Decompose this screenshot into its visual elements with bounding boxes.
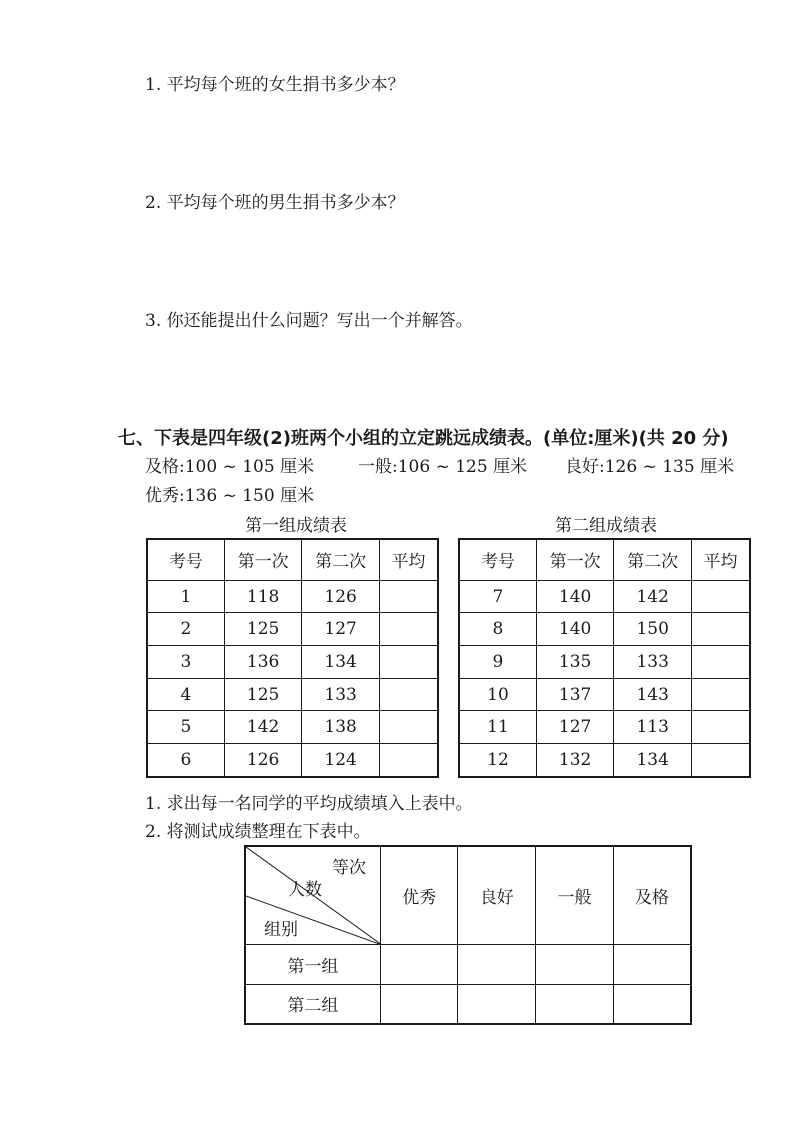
table1-cell: 133 — [302, 678, 380, 711]
table2-average-cell[interactable] — [691, 580, 750, 613]
table3-input-cell[interactable] — [613, 984, 691, 1024]
table2-cell: 140 — [536, 580, 614, 613]
table2-header: 考号 — [459, 539, 536, 580]
table1-cell: 126 — [302, 580, 380, 613]
table2-cell: 127 — [536, 711, 614, 744]
table-row — [459, 678, 750, 711]
table3-input-cell[interactable] — [536, 944, 614, 984]
table1-average-cell[interactable] — [379, 678, 438, 711]
table3-input-cell[interactable] — [458, 984, 536, 1024]
table-row — [459, 613, 750, 646]
table3-corner-cell — [245, 846, 380, 944]
table1-cell: 138 — [302, 711, 380, 744]
table3-row-label: 第二组 — [245, 984, 380, 1024]
table-row — [147, 613, 438, 646]
table1-header: 平均 — [379, 539, 438, 580]
table3-header: 良好 — [458, 846, 536, 944]
table-row — [147, 711, 438, 744]
table1-cell: 3 — [147, 646, 224, 679]
table2-average-cell[interactable] — [691, 744, 750, 778]
table1-average-cell[interactable] — [379, 580, 438, 613]
table3-input-cell[interactable] — [613, 944, 691, 984]
table2-cell: 113 — [614, 711, 692, 744]
table3-input-cell[interactable] — [380, 944, 458, 984]
table1-average-cell[interactable] — [379, 646, 438, 679]
table2-caption: 第二组成绩表 — [555, 516, 657, 536]
table2-cell: 11 — [459, 711, 536, 744]
table1-cell: 127 — [302, 613, 380, 646]
table1-cell: 118 — [224, 580, 302, 613]
table-row — [147, 646, 438, 679]
corner-label-group: 组别 — [264, 920, 298, 940]
table1-average-cell[interactable] — [379, 613, 438, 646]
table1-cell: 2 — [147, 613, 224, 646]
table3-input-cell[interactable] — [380, 984, 458, 1024]
table1-cell: 4 — [147, 678, 224, 711]
table2-cell: 10 — [459, 678, 536, 711]
grade-good: 良好:126 ~ 135 厘米 — [565, 457, 735, 477]
table2-cell: 135 — [536, 646, 614, 679]
corner-label-grade: 等次 — [332, 858, 366, 878]
table2-cell: 8 — [459, 613, 536, 646]
table1-cell: 136 — [224, 646, 302, 679]
sub-question-1: 1. 求出每一名同学的平均成绩填入上表中。 — [145, 794, 473, 814]
question-3: 3. 你还能提出什么问题？写出一个并解答。 — [145, 311, 473, 331]
table3-input-cell[interactable] — [458, 944, 536, 984]
table3 — [244, 845, 692, 1025]
table2-cell: 143 — [614, 678, 692, 711]
table2-cell: 150 — [614, 613, 692, 646]
table3-header: 一般 — [536, 846, 614, 944]
table1-caption: 第一组成绩表 — [245, 516, 347, 536]
table-row — [147, 580, 438, 613]
table1-cell: 1 — [147, 580, 224, 613]
table2-cell: 134 — [614, 744, 692, 778]
table3-header: 优秀 — [380, 846, 458, 944]
table1-cell: 125 — [224, 678, 302, 711]
table1-cell: 6 — [147, 744, 224, 778]
table2-cell: 142 — [614, 580, 692, 613]
table-row — [245, 984, 691, 1024]
table3-header: 及格 — [613, 846, 691, 944]
table2-cell: 7 — [459, 580, 536, 613]
grade-excellent: 优秀:136 ~ 150 厘米 — [145, 486, 315, 506]
table-row — [147, 678, 438, 711]
table2 — [458, 538, 751, 778]
table-row — [459, 744, 750, 778]
table2-average-cell[interactable] — [691, 678, 750, 711]
table-row — [459, 646, 750, 679]
table1-header: 第一次 — [224, 539, 302, 580]
table1-header: 第二次 — [302, 539, 380, 580]
table2-average-cell[interactable] — [691, 646, 750, 679]
table2-average-cell[interactable] — [691, 711, 750, 744]
table1 — [146, 538, 439, 778]
table2-cell: 9 — [459, 646, 536, 679]
corner-label-count: 人数 — [288, 880, 322, 900]
table-row — [459, 580, 750, 613]
table-row — [147, 744, 438, 778]
table1-cell: 134 — [302, 646, 380, 679]
table2-header: 平均 — [691, 539, 750, 580]
table3-row-label: 第一组 — [245, 944, 380, 984]
table2-cell: 140 — [536, 613, 614, 646]
sub-question-2: 2. 将测试成绩整理在下表中。 — [145, 822, 371, 842]
table1-cell: 124 — [302, 744, 380, 778]
table-row — [459, 711, 750, 744]
question-1: 1. 平均每个班的女生捐书多少本？ — [145, 75, 405, 95]
table1-cell: 142 — [224, 711, 302, 744]
table3-input-cell[interactable] — [536, 984, 614, 1024]
table2-cell: 133 — [614, 646, 692, 679]
table2-header: 第一次 — [536, 539, 614, 580]
table-row — [245, 944, 691, 984]
table2-average-cell[interactable] — [691, 613, 750, 646]
section-7-title: 七、下表是四年级(2)班两个小组的立定跳远成绩表。(单位:厘米)(共 20 分) — [118, 428, 729, 449]
grade-pass: 及格:100 ~ 105 厘米 — [145, 457, 315, 477]
question-2: 2. 平均每个班的男生捐书多少本？ — [145, 193, 405, 213]
table2-cell: 137 — [536, 678, 614, 711]
table2-header: 第二次 — [614, 539, 692, 580]
table1-cell: 125 — [224, 613, 302, 646]
table1-cell: 126 — [224, 744, 302, 778]
table1-header: 考号 — [147, 539, 224, 580]
table2-cell: 132 — [536, 744, 614, 778]
table2-cell: 12 — [459, 744, 536, 778]
table1-cell: 5 — [147, 711, 224, 744]
table1-average-cell[interactable] — [379, 711, 438, 744]
table1-average-cell[interactable] — [379, 744, 438, 778]
grade-average: 一般:106 ~ 125 厘米 — [358, 457, 528, 477]
